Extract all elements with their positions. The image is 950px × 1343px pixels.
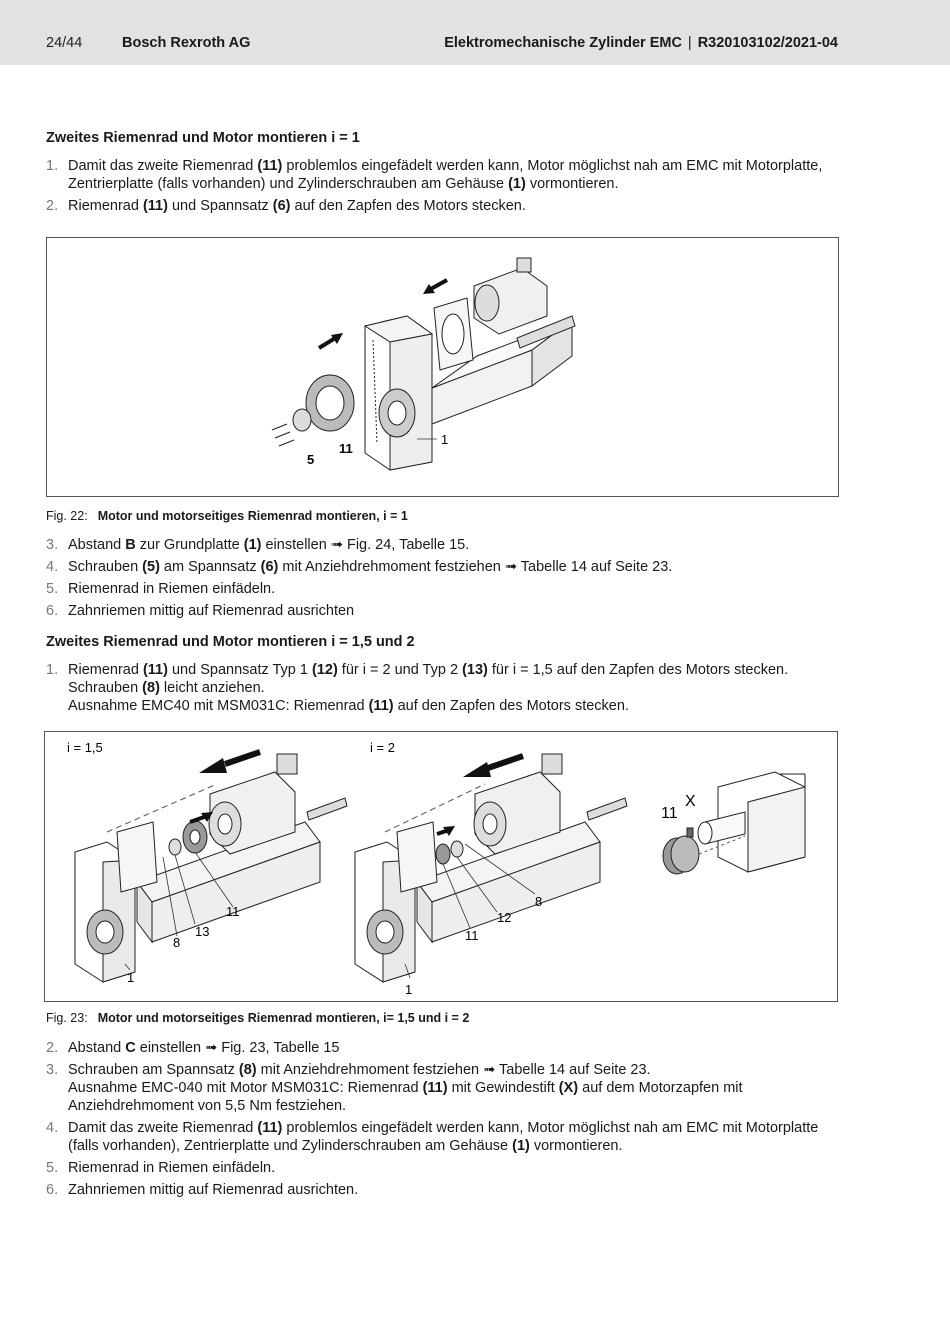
steps-list-i1 bbox=[46, 157, 836, 215]
steps-list-i15-2-continued bbox=[46, 1039, 836, 1199]
section-heading-i15-2: Zweites Riemenrad und Motor montieren i = 1,5 und 2 bbox=[46, 634, 415, 650]
figure-22-title: Motor und motorseitiges Riemenrad montieren, i = 1 bbox=[97, 509, 408, 523]
title-separator: | bbox=[687, 35, 692, 51]
list-item-text: Riemenrad in Riemen einfädeln. bbox=[68, 1160, 276, 1176]
list-item-text: Damit das zweite Riemenrad (11) problemlos eingefädelt werden kann, Motor möglichst nah am EMC mit Motorplatte (falls vorhanden), Zentrierplatte und Zylinderschrauben am Gehäuse (1) vormontieren. bbox=[68, 1120, 819, 1154]
document-title bbox=[444, 35, 838, 51]
fig23-left-label-13: 13 bbox=[195, 924, 210, 939]
list-item-number: 3. bbox=[46, 537, 59, 553]
list-item bbox=[46, 157, 836, 193]
fig23-right-label-x: X bbox=[685, 793, 696, 810]
fig22-label-1: 1 bbox=[441, 432, 449, 447]
list-item-text: Abstand B zur Grundplatte (1) einstellen ➟ Fig. 24, Tabelle 15. bbox=[68, 537, 470, 553]
list-item-number: 4. bbox=[46, 1120, 59, 1136]
list-item-text: Damit das zweite Riemenrad (11) problemlos eingefädelt werden kann, Motor möglichst nah am EMC mit Motorplatte, Zentrierplatte (falls vorhanden) und Zylinderschrauben am Gehäuse (1) vormontieren. bbox=[68, 158, 823, 192]
document-number: R320103102/2021-04 bbox=[697, 35, 838, 51]
list-item-text: Zahnriemen mittig auf Riemenrad ausrichten bbox=[68, 603, 355, 619]
list-item bbox=[46, 602, 836, 620]
figure-23-title: Motor und motorseitiges Riemenrad montieren, i= 1,5 und i = 2 bbox=[97, 1011, 470, 1025]
list-item-text: Zahnriemen mittig auf Riemenrad ausrichten. bbox=[68, 1182, 359, 1198]
list-item-number: 5. bbox=[46, 1160, 59, 1176]
list-item bbox=[46, 580, 836, 598]
steps-list-i1-continued bbox=[46, 536, 836, 620]
list-item bbox=[46, 1159, 836, 1177]
fig23-mid-label-8: 8 bbox=[535, 894, 543, 909]
list-item-number: 2. bbox=[46, 1040, 59, 1056]
title-text: Elektromechanische Zylinder EMC bbox=[444, 35, 682, 51]
list-item bbox=[46, 558, 836, 576]
list-item-text: Riemenrad (11) und Spannsatz (6) auf den Zapfen des Motors stecken. bbox=[68, 198, 526, 214]
list-item-text: Schrauben am Spannsatz (8) mit Anziehdrehmoment festziehen ➟ Tabelle 14 auf Seite 23. Ausnahme EMC-040 mit Motor MSM031C: Riemenrad (11) mit Gewindestift (X) auf dem Motorzapfen mit Anziehdrehmoment von 5,5 Nm festziehen. bbox=[68, 1062, 743, 1114]
fig23-label-i15: i = 1,5 bbox=[67, 740, 103, 755]
page-header bbox=[0, 0, 950, 65]
list-item bbox=[46, 1061, 836, 1115]
list-item-number: 3. bbox=[46, 1062, 59, 1078]
list-item bbox=[46, 197, 836, 215]
figure-23 bbox=[44, 731, 838, 1002]
fig23-left-label-11: 11 bbox=[226, 904, 240, 919]
figure-23-drawing bbox=[45, 732, 837, 1001]
figure-22-caption bbox=[46, 509, 408, 523]
fig23-right-label-11: 11 bbox=[661, 805, 678, 822]
list-item-number: 1. bbox=[46, 158, 59, 174]
page-number: 24/44 bbox=[46, 35, 83, 51]
list-item-number: 1. bbox=[46, 662, 59, 678]
figure-23-caption bbox=[46, 1011, 469, 1025]
list-item-number: 6. bbox=[46, 1182, 59, 1198]
figure-23-number: Fig. 23: bbox=[46, 1011, 88, 1025]
fig22-label-11: 11 bbox=[339, 441, 353, 456]
fig23-left-label-1: 1 bbox=[127, 970, 135, 985]
fig22-label-5: 5 bbox=[307, 452, 315, 467]
figure-22-drawing bbox=[47, 238, 838, 496]
list-item-number: 2. bbox=[46, 198, 59, 214]
steps-list-i15-2 bbox=[46, 661, 836, 715]
fig23-label-i2: i = 2 bbox=[370, 740, 395, 755]
section-heading-i1: Zweites Riemenrad und Motor montieren i = 1 bbox=[46, 130, 360, 146]
list-item-text: Riemenrad in Riemen einfädeln. bbox=[68, 581, 276, 597]
fig23-mid-label-1: 1 bbox=[405, 982, 413, 997]
list-item bbox=[46, 661, 836, 715]
fig23-mid-label-12: 12 bbox=[497, 910, 512, 925]
figure-22 bbox=[46, 237, 839, 497]
list-item-number: 4. bbox=[46, 559, 59, 575]
list-item bbox=[46, 1119, 836, 1155]
list-item-number: 6. bbox=[46, 603, 59, 619]
list-item bbox=[46, 1181, 836, 1199]
company-name: Bosch Rexroth AG bbox=[122, 35, 251, 51]
list-item-number: 5. bbox=[46, 581, 59, 597]
fig23-mid-label-11: 11 bbox=[465, 928, 479, 943]
list-item-text: Riemenrad (11) und Spannsatz Typ 1 (12) für i = 2 und Typ 2 (13) für i = 1,5 auf den Zapfen des Motors stecken. Schrauben (8) leicht anziehen. Ausnahme EMC40 mit MSM031C: Riemenrad (11) auf den Zapfen des Motors stecken. bbox=[68, 662, 789, 714]
list-item-text: Abstand C einstellen ➟ Fig. 23, Tabelle 15 bbox=[68, 1040, 340, 1056]
fig23-left-label-8: 8 bbox=[173, 935, 181, 950]
list-item bbox=[46, 536, 836, 554]
figure-22-number: Fig. 22: bbox=[46, 509, 88, 523]
list-item-text: Schrauben (5) am Spannsatz (6) mit Anziehdrehmoment festziehen ➟ Tabelle 14 auf Seite 23. bbox=[68, 559, 673, 575]
list-item bbox=[46, 1039, 836, 1057]
